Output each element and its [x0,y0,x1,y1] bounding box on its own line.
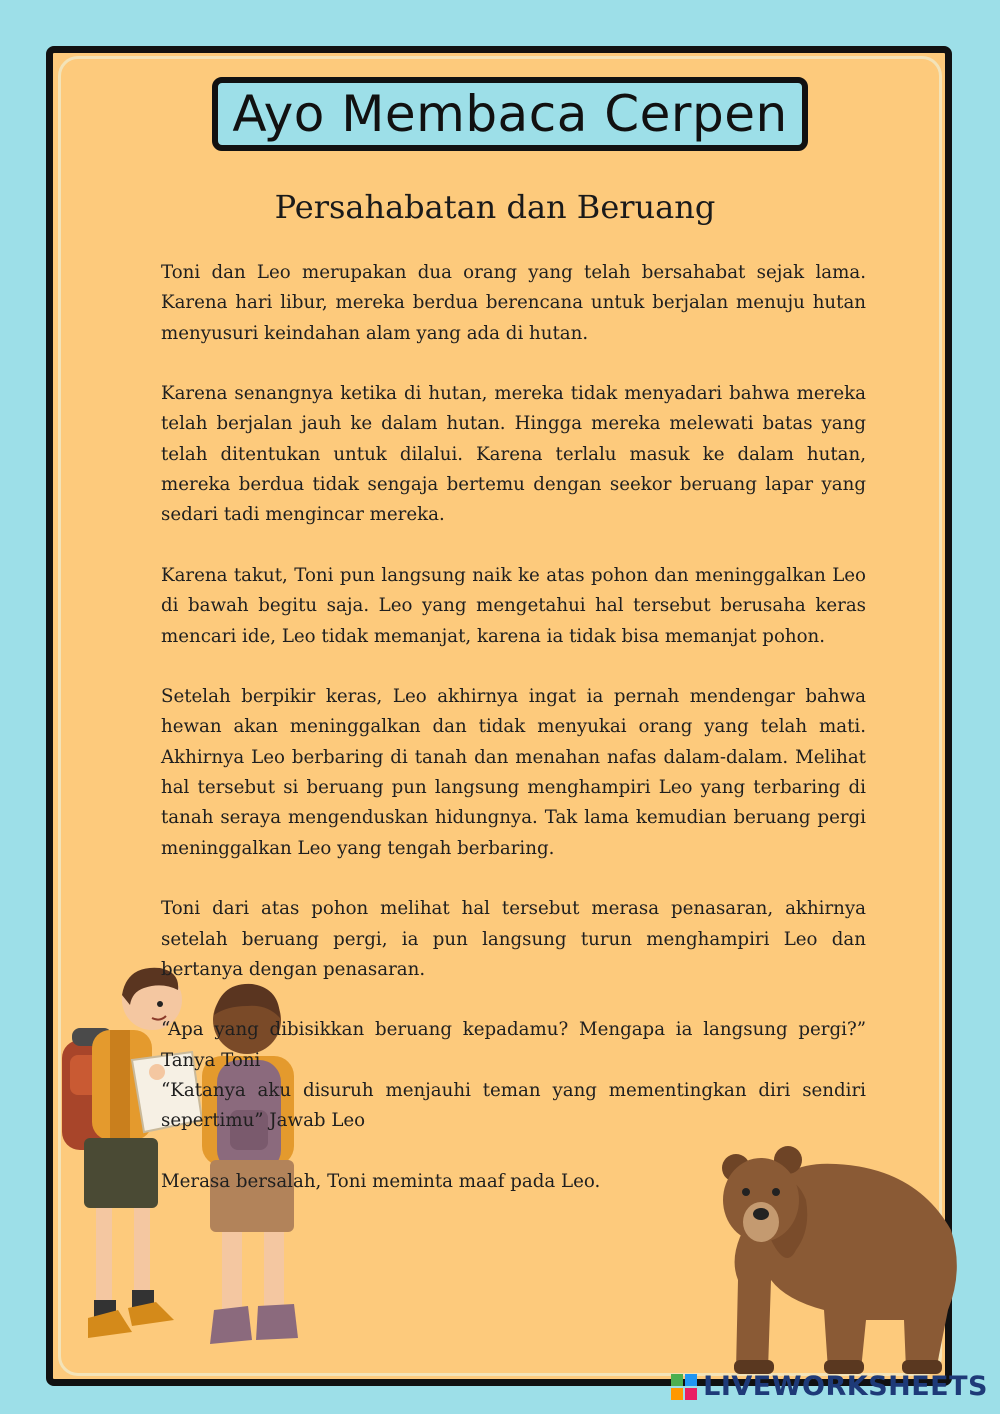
story-paragraph: Karena senangnya ketika di hutan, mereka tidak menyadari bahwa mereka telah berjalan jauh ke dalam hutan. Hingga mereka melewati batas yang telah ditentukan untuk dilalui. Karena terlalu masuk ke dalam hutan, mereka berdua tidak sengaja bertemu dengan seekor beruang lapar yang sedari tadi mengincar mereka. [161,383,866,526]
brand-name: LIVEWORKSHEETS [703,1371,988,1402]
story-paragraph: Karena takut, Toni pun langsung naik ke atas pohon dan meninggalkan Leo di bawah begitu saja. Leo yang mengetahui hal tersebut berusaha keras mencari ide, Leo tidak memanjat, karena ia tidak bisa memanjat pohon. [161,564,866,647]
liveworksheets-icon [671,1374,697,1400]
dialog-line-leo: “Katanya aku disuruh menjauhi teman yang mementingkan diri sendiri sepertimu” Jawab Leo [161,1080,866,1132]
story-heading: Persahabatan dan Beruang [274,188,716,226]
story-closing: Merasa bersalah, Toni meminta maaf pada Leo. [161,1170,601,1192]
story-paragraph: Toni dan Leo merupakan dua orang yang telah bersahabat sejak lama. Karena hari libur, mereka berdua berencana untuk berjalan menuju hutan menyusuri keindahan alam yang ada di hutan. [161,262,866,344]
story-body [161,258,866,1228]
liveworksheets-logo[interactable] [671,1371,988,1402]
title-banner [212,77,808,151]
story-paragraph: Toni dari atas pohon melihat hal tersebut merasa penasaran, akhirnya setelah beruang pergi, ia pun langsung turun menghampiri Leo dan bertanya dengan penasaran. [161,898,866,980]
page-title: Ayo Membaca Cerpen [232,85,788,143]
dialog-line-toni: “Apa yang dibisikkan beruang kepadamu? Mengapa ia langsung pergi?” Tanya Toni [161,1019,866,1071]
story-paragraph: Setelah berpikir keras, Leo akhirnya ingat ia pernah mendengar bahwa hewan akan meninggalkan dan tidak menyukai orang yang telah mati. Akhirnya Leo berbaring di tanah dan menahan nafas dalam-dalam. Melihat hal tersebut si beruang pun langsung menghampiri Leo yang terbaring di tanah seraya mengenduskan hidungnya. Tak lama kemudian beruang pergi meninggalkan Leo yang tengah berbaring. [161,686,866,859]
